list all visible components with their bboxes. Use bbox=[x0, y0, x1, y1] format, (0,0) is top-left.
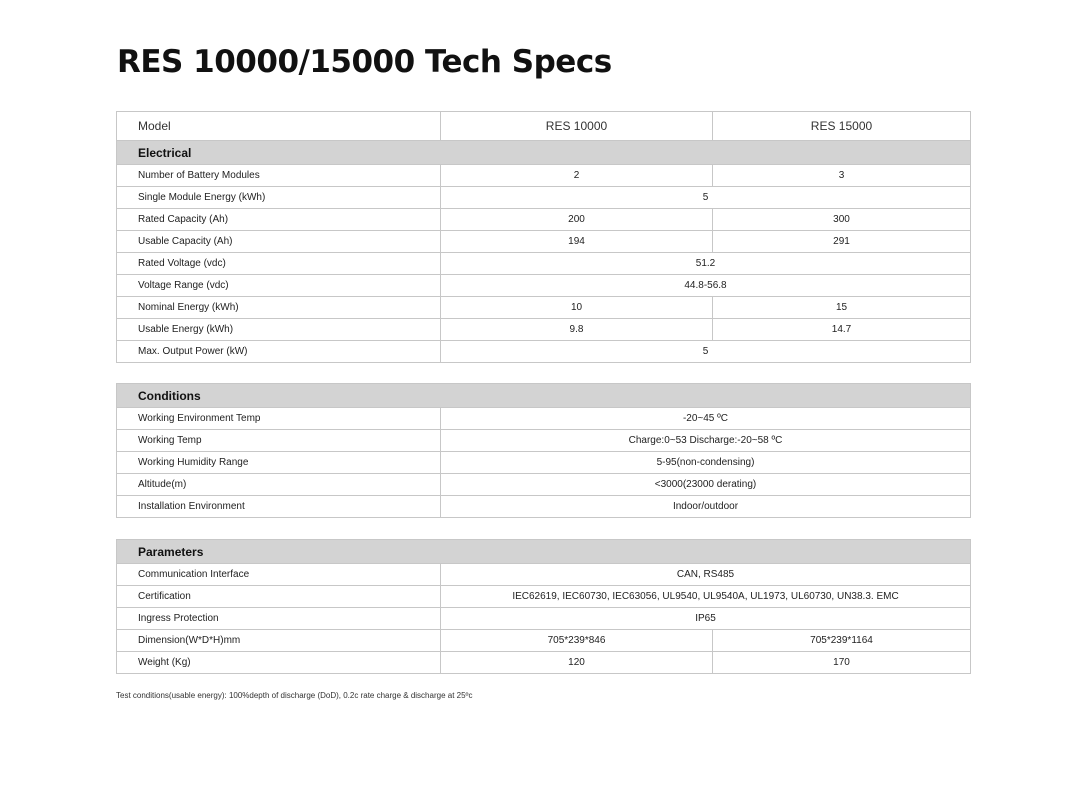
section-header-conditions bbox=[117, 384, 971, 408]
conditions-spec-table bbox=[116, 383, 971, 518]
table-row bbox=[117, 608, 971, 630]
row-label: Working Environment Temp bbox=[117, 408, 441, 430]
row-label: Working Temp bbox=[117, 430, 441, 452]
table-row bbox=[117, 297, 971, 319]
row-label: Nominal Energy (kWh) bbox=[117, 297, 441, 319]
shared-value: IP65 bbox=[441, 608, 971, 630]
table-row bbox=[117, 187, 971, 209]
res-10000-value: 200 bbox=[441, 209, 713, 231]
shared-value: 5 bbox=[441, 187, 971, 209]
page-title: RES 10000/15000 Tech Specs bbox=[117, 44, 612, 80]
shared-value: 51.2 bbox=[441, 253, 971, 275]
row-label: Rated Voltage (vdc) bbox=[117, 253, 441, 275]
table-row bbox=[117, 630, 971, 652]
res-15000-value: 3 bbox=[713, 165, 971, 187]
shared-value: 5-95(non-condensing) bbox=[441, 452, 971, 474]
table-row bbox=[117, 408, 971, 430]
table-row bbox=[117, 474, 971, 496]
section-header-parameters bbox=[117, 540, 971, 564]
test-conditions-footnote: Test conditions(usable energy): 100%depth of discharge (DoD), 0.2c rate charge & discharge at 25ºc bbox=[116, 691, 473, 700]
shared-value: 5 bbox=[441, 341, 971, 363]
row-label: Altitude(m) bbox=[117, 474, 441, 496]
row-label: Single Module Energy (kWh) bbox=[117, 187, 441, 209]
model-header: Model bbox=[117, 112, 441, 141]
table-row bbox=[117, 430, 971, 452]
row-label: Dimension(W*D*H)mm bbox=[117, 630, 441, 652]
table-row bbox=[117, 652, 971, 674]
shared-value: Charge:0~53 Discharge:-20~58 ºC bbox=[441, 430, 971, 452]
shared-value: Indoor/outdoor bbox=[441, 496, 971, 518]
res-15000-value: 14.7 bbox=[713, 319, 971, 341]
shared-value: IEC62619, IEC60730, IEC63056, UL9540, UL9540A, UL1973, UL60730, UN38.3. EMC bbox=[441, 586, 971, 608]
shared-value: CAN, RS485 bbox=[441, 564, 971, 586]
row-label: Communication Interface bbox=[117, 564, 441, 586]
section-title: Conditions bbox=[117, 384, 971, 408]
row-label: Certification bbox=[117, 586, 441, 608]
res-10000-value: 120 bbox=[441, 652, 713, 674]
table-row bbox=[117, 452, 971, 474]
shared-value: -20~45 ºC bbox=[441, 408, 971, 430]
table-row bbox=[117, 209, 971, 231]
res-15000-value: 705*239*1164 bbox=[713, 630, 971, 652]
row-label: Usable Energy (kWh) bbox=[117, 319, 441, 341]
table-row bbox=[117, 586, 971, 608]
table-row bbox=[117, 253, 971, 275]
electrical-spec-table bbox=[116, 111, 971, 363]
row-label: Voltage Range (vdc) bbox=[117, 275, 441, 297]
res-10000-value: 705*239*846 bbox=[441, 630, 713, 652]
res-15000-value: 291 bbox=[713, 231, 971, 253]
res-10000-value: 2 bbox=[441, 165, 713, 187]
shared-value: 44.8-56.8 bbox=[441, 275, 971, 297]
row-label: Installation Environment bbox=[117, 496, 441, 518]
section-title: Electrical bbox=[117, 141, 971, 165]
res-10000-header: RES 10000 bbox=[441, 112, 713, 141]
parameters-spec-table bbox=[116, 539, 971, 674]
res-15000-header: RES 15000 bbox=[713, 112, 971, 141]
res-15000-value: 15 bbox=[713, 297, 971, 319]
table-row bbox=[117, 341, 971, 363]
res-10000-value: 194 bbox=[441, 231, 713, 253]
res-10000-value: 10 bbox=[441, 297, 713, 319]
section-header-electrical bbox=[117, 141, 971, 165]
table-row bbox=[117, 496, 971, 518]
section-title: Parameters bbox=[117, 540, 971, 564]
res-10000-value: 9.8 bbox=[441, 319, 713, 341]
res-15000-value: 300 bbox=[713, 209, 971, 231]
table-header-row bbox=[117, 112, 971, 141]
res-15000-value: 170 bbox=[713, 652, 971, 674]
row-label: Number of Battery Modules bbox=[117, 165, 441, 187]
table-row bbox=[117, 275, 971, 297]
table-row bbox=[117, 231, 971, 253]
table-row bbox=[117, 319, 971, 341]
row-label: Working Humidity Range bbox=[117, 452, 441, 474]
row-label: Weight (Kg) bbox=[117, 652, 441, 674]
row-label: Ingress Protection bbox=[117, 608, 441, 630]
row-label: Usable Capacity (Ah) bbox=[117, 231, 441, 253]
row-label: Rated Capacity (Ah) bbox=[117, 209, 441, 231]
table-row bbox=[117, 165, 971, 187]
shared-value: <3000(23000 derating) bbox=[441, 474, 971, 496]
row-label: Max. Output Power (kW) bbox=[117, 341, 441, 363]
table-row bbox=[117, 564, 971, 586]
